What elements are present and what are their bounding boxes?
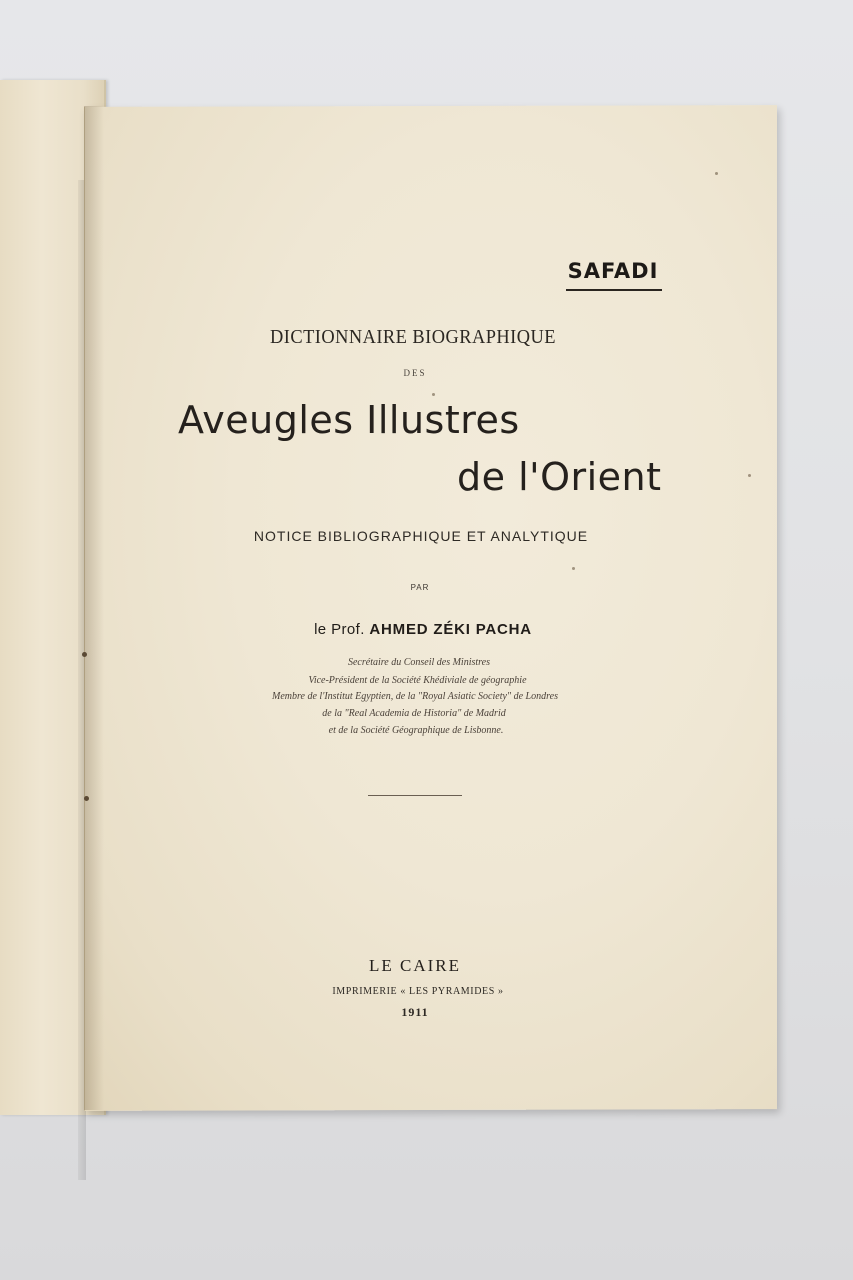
paper-speck [715,172,718,175]
by-word: PAR [410,583,430,592]
affiliation-line: Membre de l'Institut Egyptien, de la "Royal Asiatic Society" de Londres [272,691,558,702]
paper-speck [748,474,751,477]
owner-label: SAFADI [567,259,659,283]
printer-name: IMPRIMERIE « LES PYRAMIDES » [332,986,504,997]
publication-year: 1911 [401,1005,429,1019]
author-prefix: le Prof. [314,621,365,638]
affiliation-line: Vice-Président de la Société Khédiviale de géographie [308,675,527,686]
binding-stitch [82,652,87,657]
connector-des: DES [403,368,427,378]
spine-shadow [84,106,104,1110]
author-line [288,621,558,638]
divider-rule [368,795,462,796]
affiliation-line: Secrétaire du Conseil des Ministres [347,657,491,668]
author-name: AHMED ZÉKI PACHA [369,621,532,638]
dictionary-heading: DICTIONNAIRE BIOGRAPHIQUE [270,326,556,348]
owner-label-underline [566,289,662,291]
affiliation-line: et de la Société Géographique de Lisbonne. [328,725,504,736]
paper-speck [432,393,435,396]
publication-place: LE CAIRE [368,956,462,975]
subtitle: NOTICE BIBLIOGRAPHIQUE ET ANALYTIQUE [253,528,589,544]
main-title-line2: de l'Orient [457,455,662,499]
binding-stitch [84,796,89,801]
main-title-line1: Aveugles Illustres [178,398,520,442]
affiliation-line: de la "Real Academia de Historia" de Madrid [322,708,506,719]
paper-speck [572,567,575,570]
